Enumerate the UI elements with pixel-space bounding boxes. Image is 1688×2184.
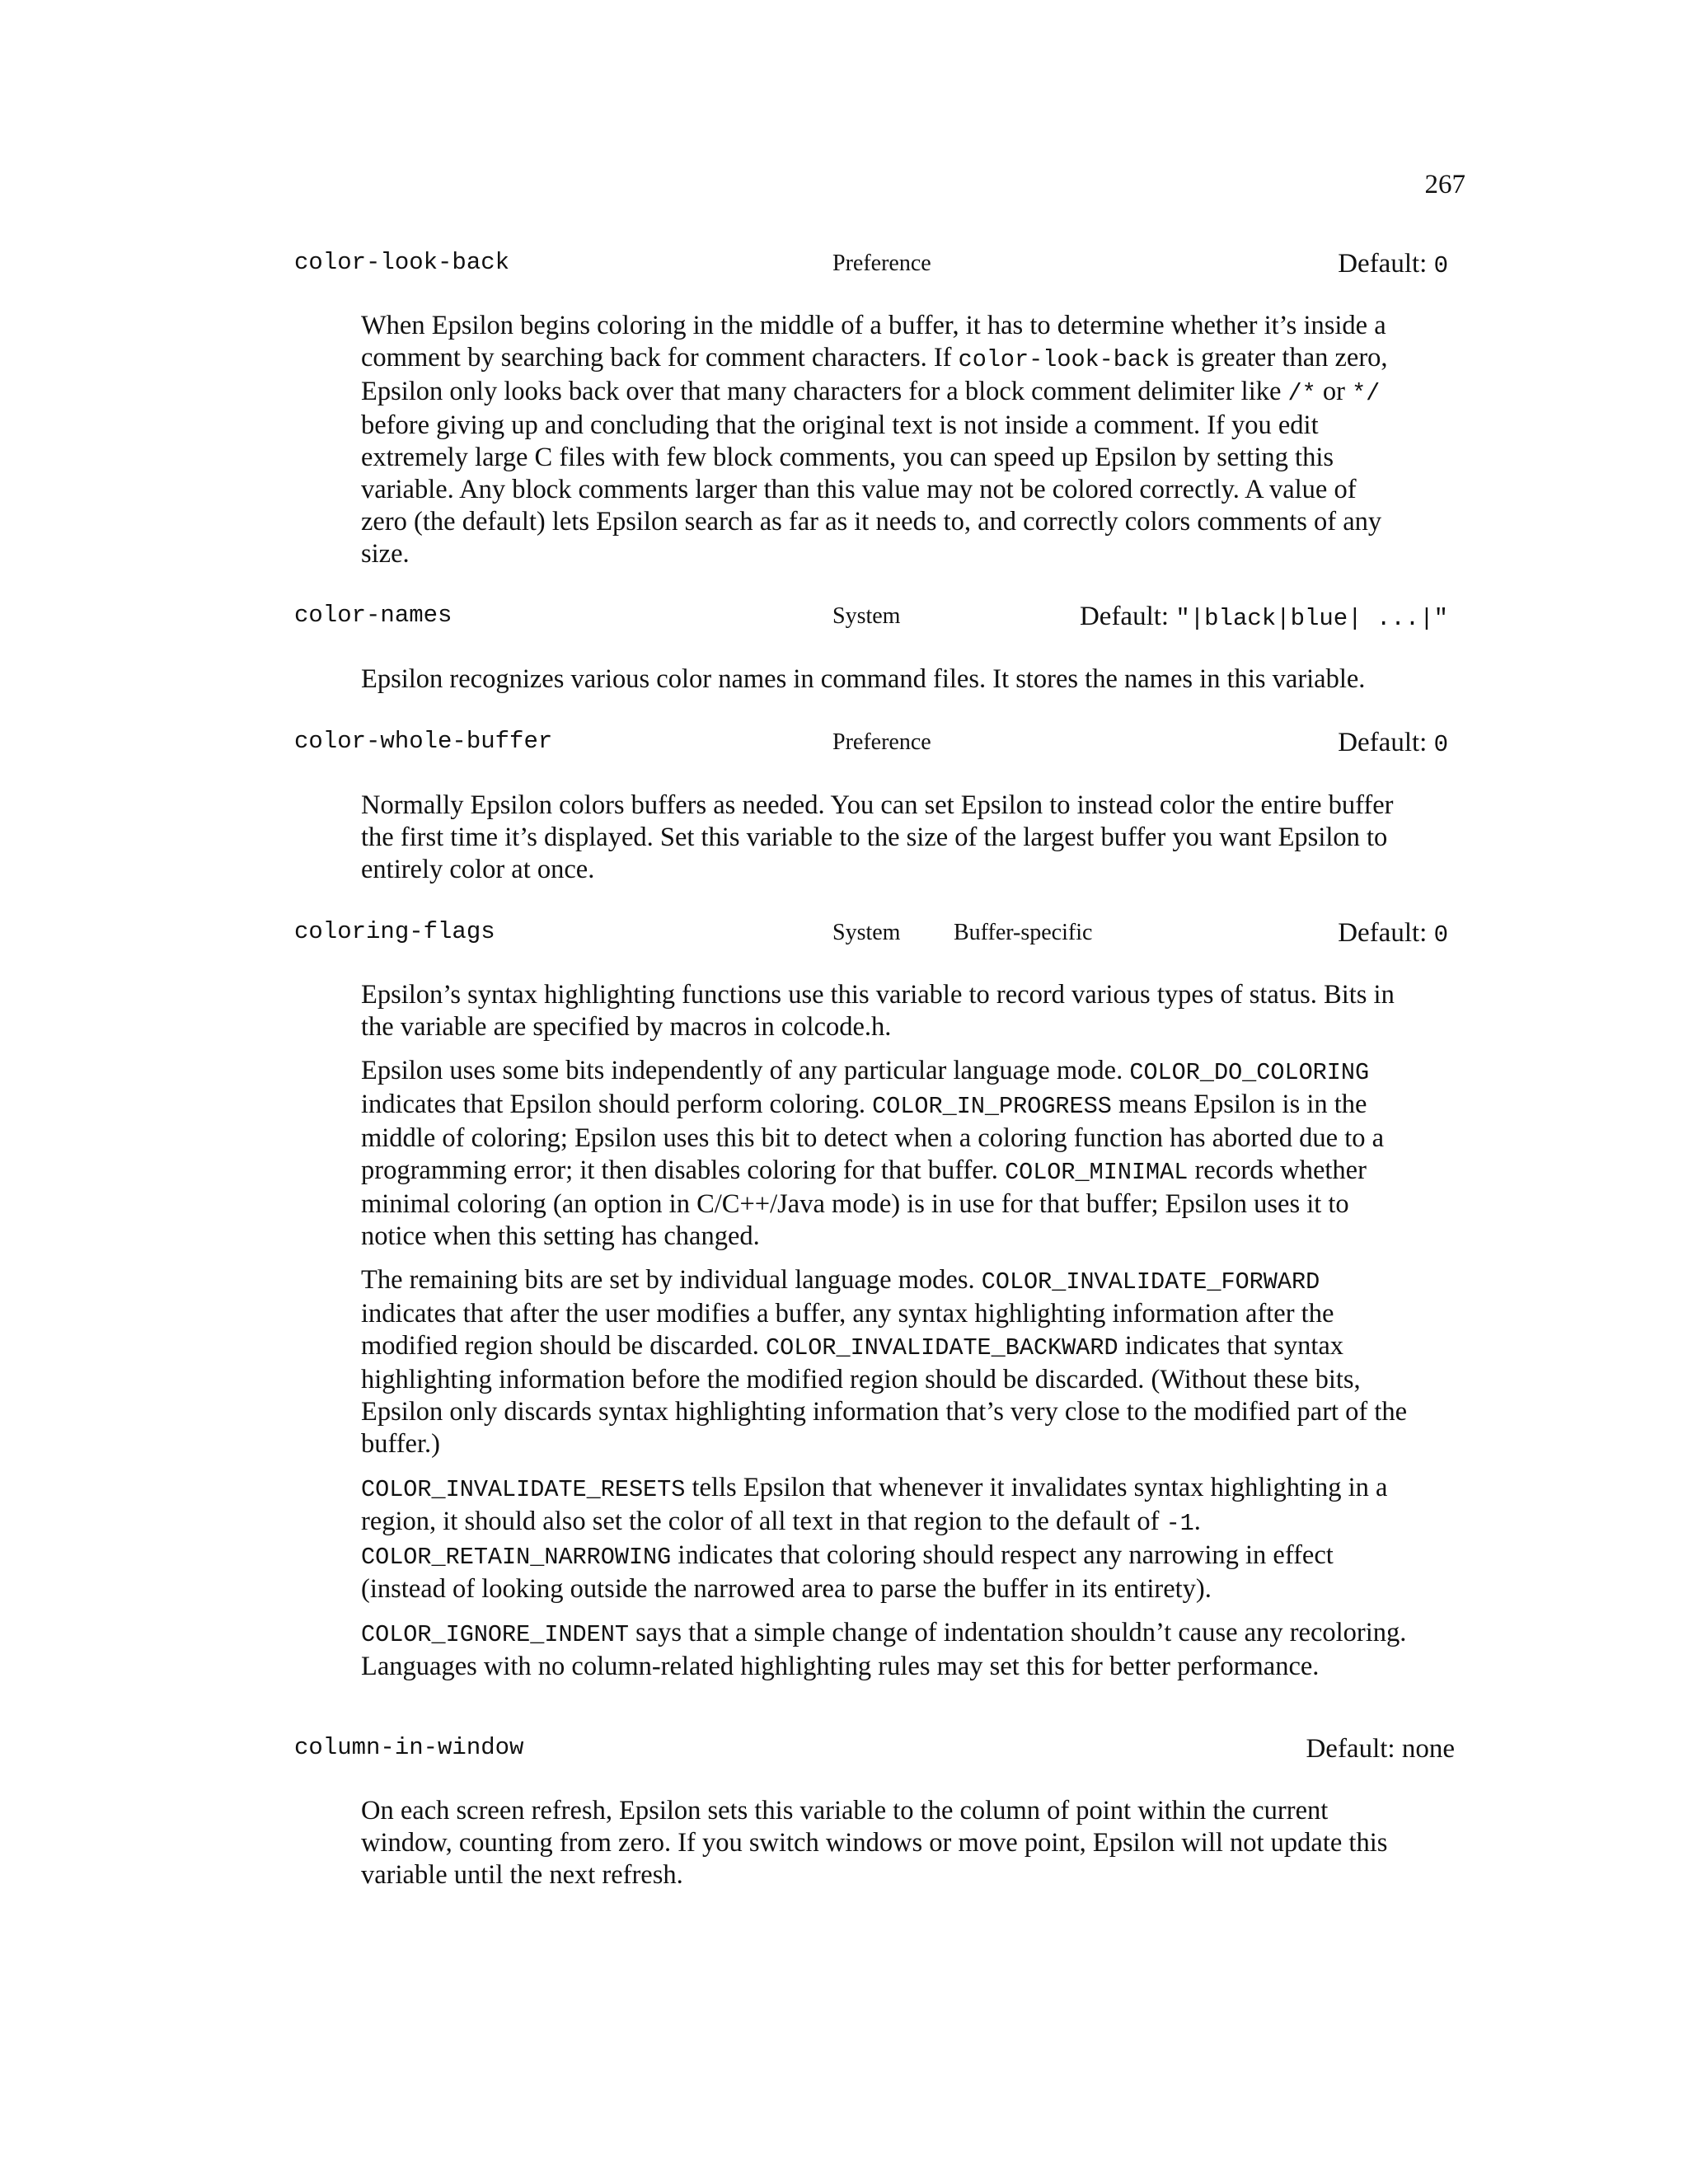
text-run: indicates that Epsilon should perform coloring. [361,1090,873,1119]
code-literal: COLOR_INVALIDATE_RESETS [361,1476,686,1503]
code-literal: COLOR_INVALIDATE_BACKWARD [766,1334,1118,1361]
description-paragraph [361,1472,1408,1605]
entry-header [294,249,1448,282]
variable-name: column-in-window [294,1734,524,1761]
text-run: tells Epsilon that whenever it invalidates syntax highlighting in a region, it should also set the color of all text in that region to the default of [361,1473,1388,1536]
code-literal: color-look-back [958,346,1170,373]
text-run: Normally Epsilon colors buffers as needed. You can set Epsilon to instead color the entire buffer the first time it’s displayed. Set this variable to the size of the largest buffer you want Epsilon to entirely color at once. [361,790,1394,884]
text-run: . [1193,1507,1201,1536]
description-paragraph [361,1795,1408,1891]
variable-type: Preference [832,729,931,755]
entry-description [361,1795,1408,1903]
text-run: means Epsilon is in the middle of coloring; Epsilon uses this bit to detect when a coloring function has aborted due to a programming error; it then disables coloring for that buffer. [361,1090,1385,1185]
default-value: Default: none [1306,1734,1455,1764]
variable-scope: Buffer-specific [954,920,1093,945]
description-paragraph [361,979,1408,1043]
text-run: On each screen refresh, Epsilon sets this variable to the column of point within the current window, counting from zero. If you switch windows or move point, Epsilon will not update this variable until the next refresh. [361,1796,1388,1890]
entry-description [361,979,1408,1694]
code-literal: COLOR_IN_PROGRESS [872,1093,1112,1120]
code-literal: COLOR_MINIMAL [1005,1159,1189,1186]
code-literal: -1 [1165,1510,1194,1537]
text-run: The remaining bits are set by individual language modes. [361,1265,982,1295]
code-literal: */ [1352,380,1381,407]
description-paragraph [361,1264,1408,1460]
entry-description [361,790,1408,898]
text-run: is greater than zero, Epsilon only looks back over that many characters for a block comment delimiter like [361,343,1388,406]
entry-description [361,663,1408,707]
default-value: Default: 0 [1338,918,1448,949]
code-literal: COLOR_DO_COLORING [1129,1059,1370,1086]
variable-type: System [832,603,901,629]
text-run: before giving up and concluding that the original text is not inside a comment. If you edit extremely large C files with few block comments, you can speed up Epsilon by setting this variable. Any block comments larger than this value may not be colored correctly. A value of zero (the default) lets Epsilon search as far as it needs to, and correctly colors comments of any size. [361,410,1382,569]
entry-header [294,1734,1455,1767]
variable-name: color-names [294,602,452,629]
text-run: When Epsilon begins coloring in the middle of a buffer, it has to determine whether it’s inside a comment by searching back for comment characters. If [361,311,1386,373]
variable-name: color-whole-buffer [294,728,553,755]
entry-header [294,602,1448,635]
description-paragraph [361,1055,1408,1253]
code-literal: COLOR_IGNORE_INDENT [361,1621,629,1648]
description-paragraph [361,310,1408,570]
description-paragraph [361,790,1408,886]
description-paragraph [361,663,1408,696]
text-run: Epsilon recognizes various color names in command files. It stores the names in this variable. [361,664,1366,694]
default-value: Default: 0 [1338,728,1448,758]
text-run: indicates that syntax highlighting information before the modified region should be discarded. (Without these bits, Epsilon only discards syntax highlighting information that’s very close to the modified part of the buffer.) [361,1331,1408,1459]
entry-header [294,918,1448,951]
variable-type: Preference [832,251,931,276]
code-literal: COLOR_RETAIN_NARROWING [361,1544,672,1571]
default-value: Default: "|black|blue| ...|" [1079,602,1448,632]
text-run: or [1315,377,1353,406]
text-run: says that a simple change of indentation shouldn’t cause any recoloring. Languages with no column-related highlighting rules may set this for better performance. [361,1618,1407,1681]
variable-name: coloring-flags [294,918,495,945]
description-paragraph [361,1617,1408,1683]
text-run: indicates that after the user modifies a buffer, any syntax highlighting information after the modified region should be discarded. [361,1299,1334,1361]
text-run: indicates that coloring should respect any narrowing in effect (instead of looking outside the narrowed area to parse the buffer in its entirety). [361,1540,1334,1604]
code-literal: /* [1287,380,1316,407]
page-number: 267 [1424,170,1465,199]
variable-name: color-look-back [294,249,510,276]
entry-header [294,728,1448,761]
text-run: Epsilon uses some bits independently of any particular language mode. [361,1056,1130,1085]
code-literal: COLOR_INVALIDATE_FORWARD [981,1268,1320,1296]
entry-description [361,310,1408,582]
default-value: Default: 0 [1338,249,1448,279]
text-run: Epsilon’s syntax highlighting functions use this variable to record various types of status. Bits in the variable are specified by macros in colcode.h. [361,980,1395,1042]
text-run: records whether minimal coloring (an option in C/C++/Java mode) is in use for that buffer; Epsilon uses it to notice when this setting has changed. [361,1155,1367,1251]
variable-type: System [832,920,901,945]
